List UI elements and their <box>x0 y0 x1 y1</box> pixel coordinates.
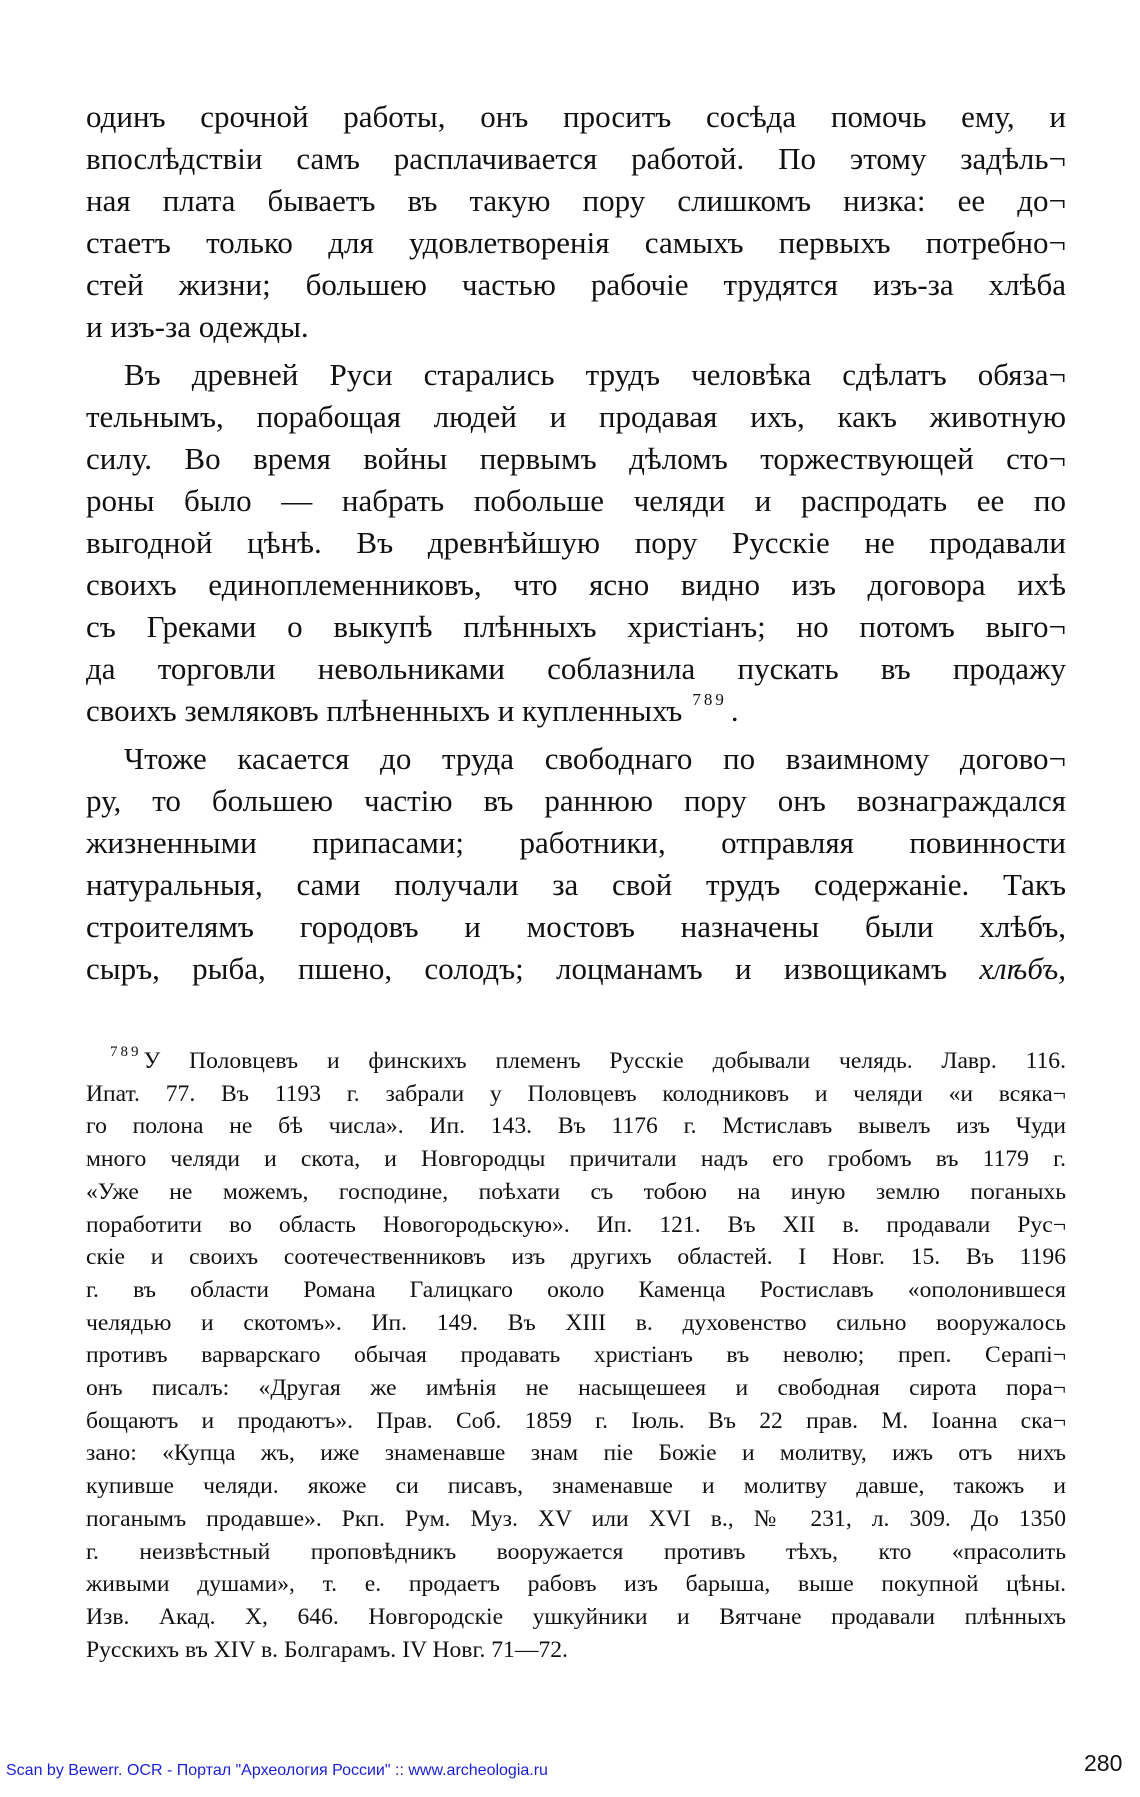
text-line: Въ древней Руси старались трудъ человѣка сдѣлатъ обяза¬ <box>124 357 1066 392</box>
text-line: Чтоже касается до труда свободнаго по взаимному догово¬ <box>124 741 1066 776</box>
text-line: тельнымъ, порабощая людей и продавая ихъ, какъ животную <box>86 399 1066 434</box>
sentence-end: . <box>730 693 739 728</box>
text-line: одинъ срочной работы, онъ проситъ сосѣда помочь ему, и <box>86 99 1066 134</box>
text-line-with-footnote <box>86 690 1066 732</box>
footnote-line: бощаютъ и продаютъ». Прав. Соб. 1859 г. Іюль. Въ 22 прав. М. Іоанна ска¬ <box>86 1407 1066 1434</box>
footnote-line: г. въ области Романа Галицкаго около Каменца Ростиславъ «ополонившеся <box>86 1276 1066 1303</box>
text-line: жизненными припасами; работники, отправляя повинности <box>86 825 1066 860</box>
footnote-line: го полона не бѣ числа». Ип. 143. Въ 1176 г. Мстиславъ вывелъ изъ Чуди <box>86 1113 1066 1140</box>
text-line: стей жизни; большею частью рабочіе трудятся изъ-за хлѣба <box>86 267 1066 302</box>
footnote-line: «Уже не можемъ, господине, поѣхати съ тобою на иную землю поганыхь <box>86 1178 1066 1205</box>
footnote-line: челядью и скотомъ». Ип. 149. Въ XIII в. духовенство сильно вооружалось <box>86 1309 1066 1336</box>
footnote-mark: 789 <box>110 1044 142 1060</box>
footnote-block <box>86 1045 1066 1666</box>
text-line: да торговли невольниками соблазнила пускать въ продажу <box>86 651 1066 686</box>
footnote-line: Русскихъ въ XIV в. Болгарамъ. IV Новг. 71—72. <box>86 1636 568 1663</box>
text-line: ру, то большею частію въ раннюю пору онъ вознаграждался <box>86 783 1066 818</box>
footnote-line <box>86 1045 1066 1078</box>
text-line: своихъ единоплеменниковъ, что ясно видно изъ договора ихѣ <box>86 567 1066 602</box>
text-line: стаетъ только для удовлетворенія самыхъ первыхъ потребно¬ <box>86 225 1066 260</box>
footnote-line: купивше челяди. якоже си писавъ, знаменавше и молитву давше, такожъ и <box>86 1473 1066 1500</box>
scan-credit-link[interactable]: Scan by Bewerr. OCR - Портал "Археология России" :: www.archeologia.ru <box>6 1762 548 1779</box>
page-number: 280 <box>1084 1750 1123 1776</box>
footnote-line: онъ писалъ: «Другая же имѣнія не насыщешеея и свободная сирота пора¬ <box>86 1375 1066 1402</box>
footnote-line: зано: «Купца жъ, иже знаменавше знам піе Божіе и молитву, ижъ отъ нихъ <box>86 1440 1066 1467</box>
text-line: роны было — набрать побольше челяди и распродать ее по <box>86 483 1066 518</box>
text-line: своихъ земляковъ плѣненныхъ и купленныхъ <box>86 693 683 728</box>
footnote-reference[interactable]: 789 <box>692 690 727 709</box>
footnote-line: противъ варварскаго обычая продавать христіанъ въ неволю; преп. Серапі¬ <box>86 1342 1066 1369</box>
paragraph-1 <box>86 96 1066 348</box>
text-line: ная плата бываетъ въ такую пору слишкомъ низка: ее до¬ <box>86 183 1066 218</box>
footnote-line: г. неизвѣстный проповѣдникъ вооружается противъ тѣхъ, кто «прасолить <box>86 1538 1066 1565</box>
footnote-line: Изв. Акад. X, 646. Новгородскіе ушкуйники и Вятчане продавали плѣнныхъ <box>86 1603 1066 1630</box>
footnote-line: скіе и своихъ соотечественниковъ изъ другихъ областей. I Новг. 15. Въ 1196 <box>86 1244 1066 1271</box>
footnote-line: поработити во область Новогородьскую». Ип. 121. Въ XII в. продавали Рус¬ <box>86 1211 1066 1238</box>
text-line-last <box>86 948 1066 990</box>
text-line: силу. Во время войны первымъ дѣломъ торжествующей сто¬ <box>86 441 1066 476</box>
text-line: выгодной цѣнѣ. Въ древнѣйшую пору Русскіе не продавали <box>86 525 1066 560</box>
paragraph-2 <box>86 354 1066 732</box>
text-line: впослѣдствіи самъ расплачивается работой. По этому задѣль¬ <box>86 141 1066 176</box>
text-line: натуральныя, сами получали за свой трудъ содержаніе. Такъ <box>86 867 1066 902</box>
text-line: и изъ-за одежды. <box>86 309 309 344</box>
text-line: съ Греками о выкупѣ плѣнныхъ христіанъ; но потомъ выго¬ <box>86 609 1066 644</box>
footnote-line: поганымъ продавше». Ркп. Рум. Муз. XV или XVI в., № 231, л. 309. До 1350 <box>86 1505 1066 1532</box>
paragraph-3 <box>86 738 1066 990</box>
text-segment: сыръ, рыба, пшено, солодъ; лоцманамъ и извощикамъ <box>86 951 948 986</box>
italic-word: хлѣбъ, <box>979 951 1066 986</box>
footnote-line: живыми душами», т. е. продаетъ рабовъ изъ барыша, выше покупной цѣны. <box>86 1571 1066 1598</box>
text-line: строителямъ городовъ и мостовъ назначены были хлѣбъ, <box>86 909 1066 944</box>
footnote-text: У Половцевъ и финскихъ племенъ Русскіе добывали челядь. Лавр. 116. <box>143 1048 1066 1074</box>
footnote-line: много челяди и скота, и Новгородцы причитали надъ его гробомъ въ 1179 г. <box>86 1146 1066 1173</box>
footnote-line: Ипат. 77. Въ 1193 г. забрали у Половцевъ колодниковъ и челяди «и всяка¬ <box>86 1080 1066 1107</box>
main-text <box>86 96 1066 990</box>
